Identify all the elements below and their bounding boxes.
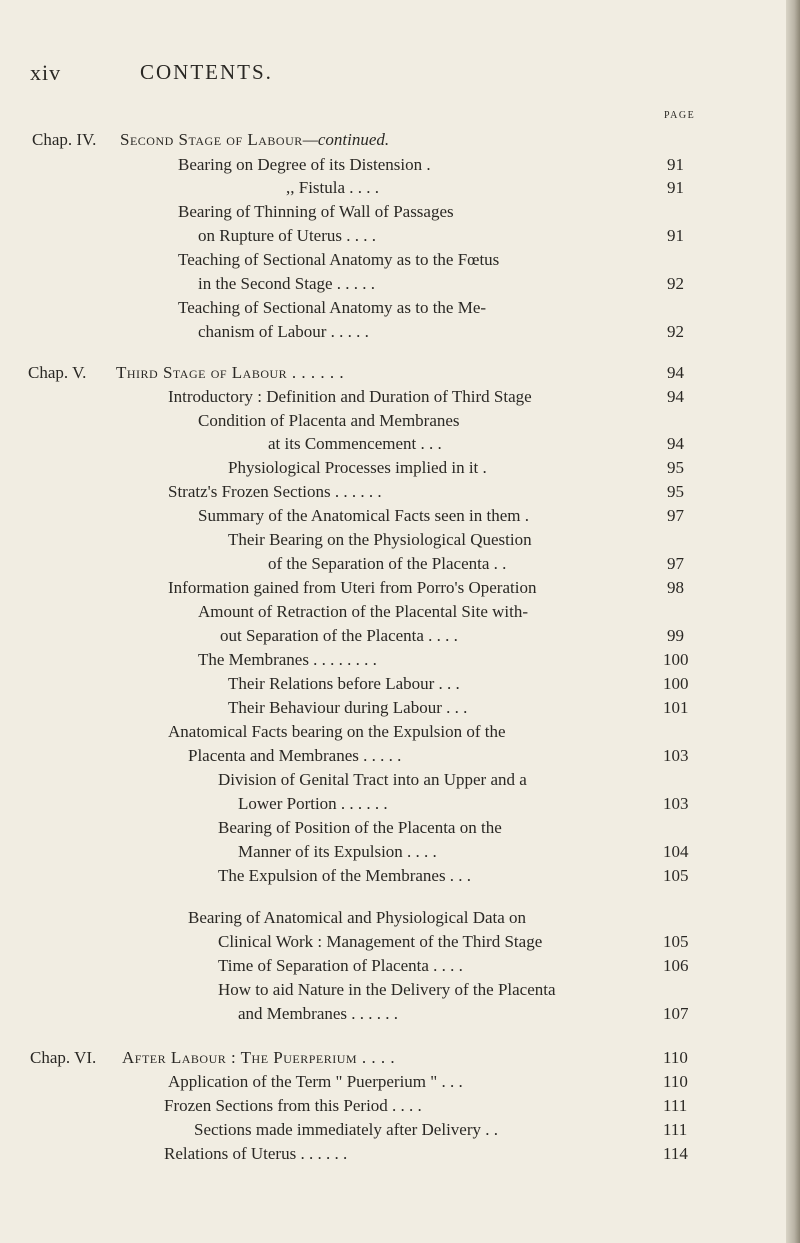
toc-entry: Sections made immediately after Delivery . . [194,1120,499,1139]
toc-entry: Manner of its Expulsion . . . . [238,842,437,861]
toc-entry: at its Commencement . . . [268,434,442,453]
chapter-title [120,130,389,150]
chapter-title-suffix: —continued. [302,130,390,149]
toc-page: 107 [663,1004,689,1023]
toc-page: 111 [663,1096,688,1115]
toc-entry: Clinical Work : Management of the Third Stage [218,932,543,951]
toc-page: 101 [663,698,689,717]
toc-entry: chanism of Labour . . . . . [198,322,369,341]
toc-page: 95 [667,458,684,477]
toc-entry: Anatomical Facts bearing on the Expulsion of the [168,722,506,741]
toc-page: 95 [667,482,684,501]
toc-page: 100 [663,674,689,693]
toc-page: 100 [663,650,689,669]
chapter-title-text: Second Stage of Labour [120,130,303,149]
toc-page: 105 [663,866,689,885]
toc-page: 98 [667,578,684,597]
toc-page: 104 [663,842,689,861]
toc-entry: Bearing of Position of the Placenta on the [218,818,502,837]
toc-page: 97 [667,506,684,525]
page-edge [786,0,800,1243]
toc-page: 91 [667,155,684,174]
running-title: CONTENTS. [140,60,273,84]
toc-entry: in the Second Stage . . . . . [198,274,376,293]
page-column-header: PAGE [664,110,696,121]
toc-page: 94 [667,363,684,382]
toc-page: 114 [663,1144,688,1163]
toc-page: 103 [663,794,689,813]
chapter-title: Third Stage of Labour . . . . . . [116,363,345,382]
toc-page: 94 [667,434,684,453]
toc-entry: on Rupture of Uterus . . . . [198,226,377,245]
toc-entry: The Expulsion of the Membranes . . . [218,866,472,885]
toc-entry: Application of the Term " Puerperium " . . . [168,1072,463,1091]
chapter-label: Chap. V. [28,363,87,382]
toc-page: 110 [663,1048,688,1067]
toc-entry: The Membranes . . . . . . . . [198,650,377,669]
toc-page: 110 [663,1072,688,1091]
page-folio: xiv [30,60,62,85]
toc-page: 105 [663,932,689,951]
chapter-title: After Labour : The Puerperium . . . . [122,1048,396,1067]
toc-entry: Condition of Placenta and Membranes [198,411,460,430]
toc-page: 91 [667,226,684,245]
toc-entry: Teaching of Sectional Anatomy as to the Me- [178,298,487,317]
toc-entry: Time of Separation of Placenta . . . . [218,956,463,975]
toc-page: 106 [663,956,689,975]
toc-entry: Bearing on Degree of its Distension . [178,155,431,174]
toc-entry: Information gained from Uteri from Porro's Operation [168,578,537,597]
toc-entry: Physiological Processes implied in it . [228,458,487,477]
toc-entry: Their Behaviour during Labour . . . [228,698,468,717]
toc-page: 94 [667,387,684,406]
toc-entry: Bearing of Thinning of Wall of Passages [178,202,454,221]
toc-entry: ,, Fistula . . . . [286,178,380,197]
toc-entry: Introductory : Definition and Duration of Third Stage [168,387,532,406]
toc-entry: Lower Portion . . . . . . [238,794,388,813]
toc-page: 103 [663,746,689,765]
toc-entry: Frozen Sections from this Period . . . . [164,1096,422,1115]
toc-entry: Bearing of Anatomical and Physiological Data on [188,908,527,927]
chapter-label: Chap. IV. [32,130,97,149]
toc-page: 99 [667,626,684,645]
toc-entry: How to aid Nature in the Delivery of the Placenta [218,980,556,999]
toc-entry: out Separation of the Placenta . . . . [220,626,458,645]
toc-entry: of the Separation of the Placenta . . [268,554,507,573]
toc-entry: Summary of the Anatomical Facts seen in them . [198,506,529,525]
toc-page: 92 [667,274,684,293]
toc-entry: Amount of Retraction of the Placental Site with- [198,602,529,621]
toc-page: 91 [667,178,684,197]
toc-entry: Stratz's Frozen Sections . . . . . . [168,482,382,501]
toc-entry: Their Bearing on the Physiological Question [228,530,532,549]
toc-entry: Placenta and Membranes . . . . . [188,746,402,765]
toc-page: 111 [663,1120,688,1139]
toc-entry: Relations of Uterus . . . . . . [164,1144,348,1163]
toc-entry: Division of Genital Tract into an Upper and a [218,770,527,789]
toc-page: 92 [667,322,684,341]
chapter-label: Chap. VI. [30,1048,97,1067]
toc-entry: Their Relations before Labour . . . [228,674,460,693]
toc-page: 97 [667,554,684,573]
toc-entry: and Membranes . . . . . . [238,1004,399,1023]
toc-entry: Teaching of Sectional Anatomy as to the Fœtus [178,250,500,269]
